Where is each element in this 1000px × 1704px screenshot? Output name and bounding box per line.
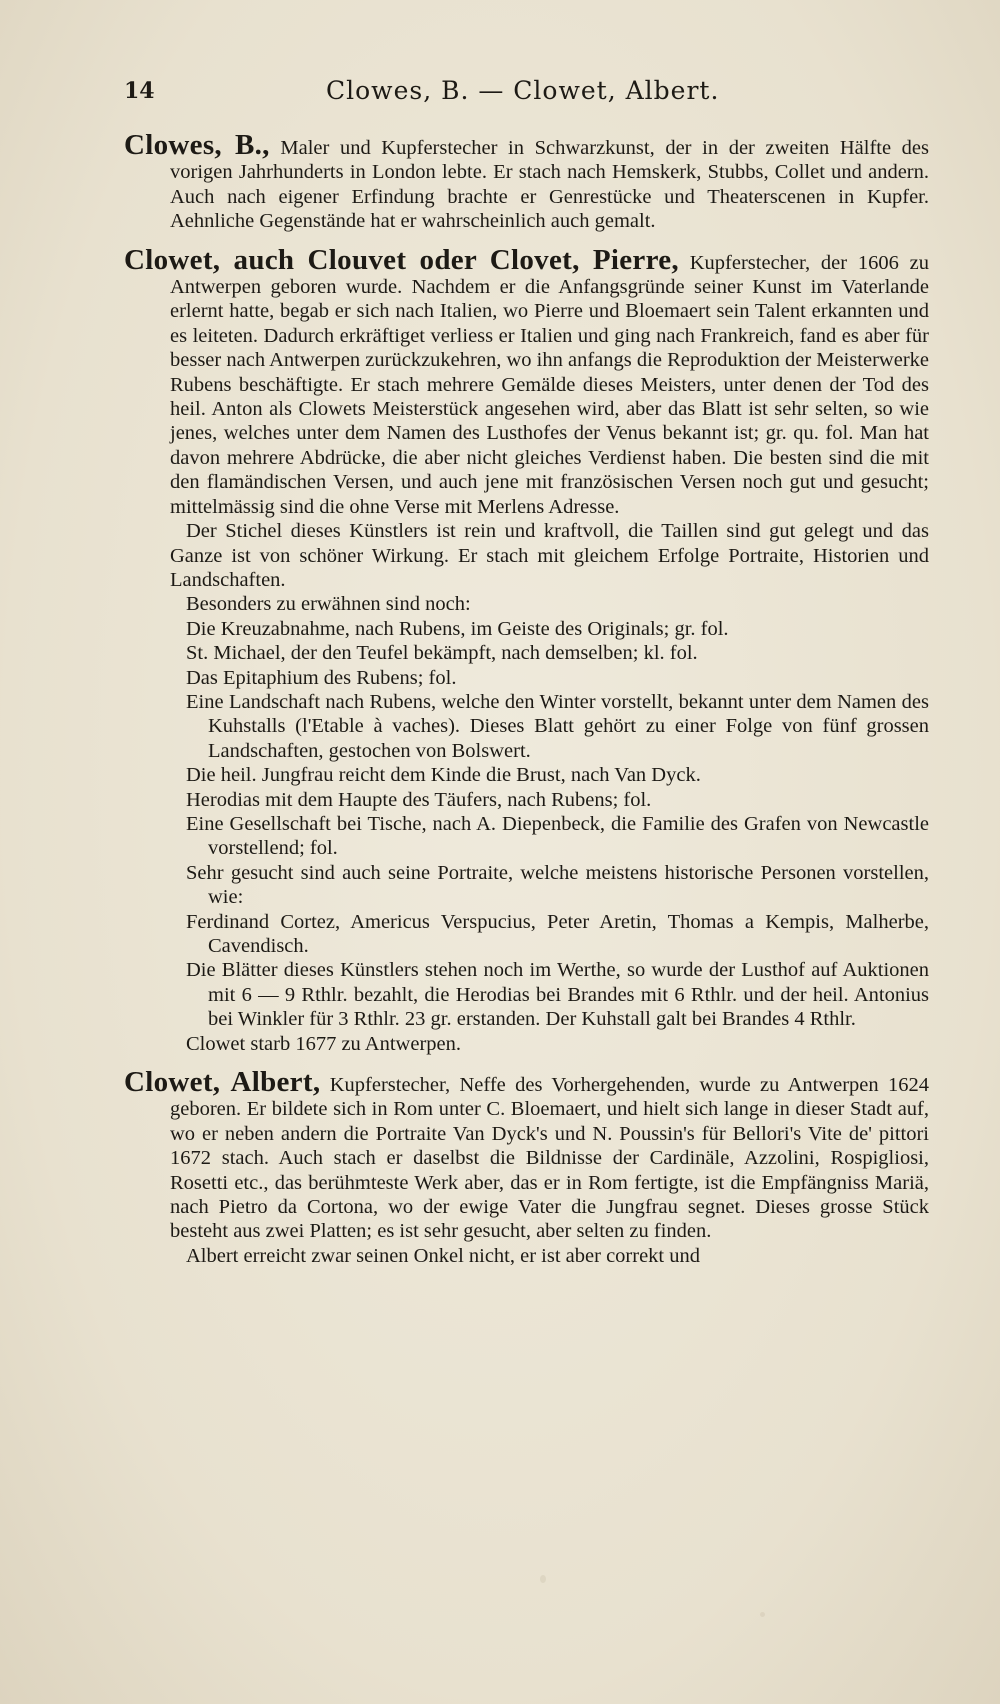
entry-paragraph bbox=[124, 1066, 929, 1244]
work-item: Eine Landschaft nach Rubens, welche den Winter vorstellt, bekannt unter dem Namen des Kuhstalls (l'Etable à vaches). Dieses Blatt gehört zu einer Folge von fünf grossen Landschaften, gestochen von Bolswert. bbox=[186, 690, 929, 762]
entry-text: Maler und Kupferstecher in Schwarzkunst, der in der zweiten Hälfte des vorigen Jahrhunderts in London lebte. Er stach nach Hemskerk, Stubbs, Collet und andern. Auch nach eigener Erfindung brachte er Genrestücke und Theaterscenen in Kupfer. Aehnliche Gegenstände hat er wahrscheinlich auch gemalt. bbox=[170, 137, 930, 233]
entry-clowet-albert bbox=[124, 1066, 929, 1268]
portraits-intro: Sehr gesucht sind auch seine Portraite, welche meistens historische Personen vorstellen, wie: bbox=[186, 861, 929, 909]
entry-paragraph: Der Stichel dieses Künstlers ist rein und kraftvoll, die Taillen sind gut gelegt und das Ganze ist von schöner Wirkung. Er stach mit gleichem Erfolge Portraite, Historien und Landschaften. bbox=[170, 520, 929, 591]
entry-paragraph bbox=[124, 129, 930, 234]
entry-paragraph: Albert erreicht zwar seinen Onkel nicht, er ist aber correkt und bbox=[186, 1244, 700, 1267]
work-item: St. Michael, der den Teufel bekämpft, nach demselben; kl. fol. bbox=[186, 642, 698, 665]
headword: Clowet, Albert, bbox=[124, 1066, 321, 1099]
work-item: Die heil. Jungfrau reicht dem Kinde die Brust, nach Van Dyck. bbox=[186, 764, 701, 787]
entry-clowes bbox=[124, 129, 930, 234]
page-number: 14 bbox=[124, 78, 155, 104]
entry-text: Kupferstecher, der 1606 zu Antwerpen geboren wurde. Nachdem er die Anfangsgründe seiner Kunst im Vaterlande erlernt hatte, begab er sich nach Italien, wo Pierre und Bloemaert sein Talent erkannten und es leiteten. Dadurch erkräftiget verliess er Italien und ging nach Frankreich, fand es aber für besser nach Antwerpen zurückzukehren, wo ihn anfangs die Reproduktion der Meisterwerke Rubens beschäftigte. Er stach mehrere Gemälde dieses Meisters, unter denen der Tod des heil. Anton als Clowets Meisterstück angesehen wird, aber das Blatt ist sehr selten, so wie jenes, welches unter dem Namen des Lusthofes der Venus bekannt ist; gr. qu. fol. Man hat davon mehrere Abdrücke, die aber nicht gleiches Verdienst haben. Die besten sind die mit den flamändischen Versen, und auch jene mit französischen Versen noch gut und gesucht; mittelmässig sind die ohne Verse mit Merlens Adresse. bbox=[170, 251, 930, 518]
page-header bbox=[124, 78, 924, 118]
paper-spot bbox=[760, 1612, 765, 1617]
entry-text: Kupferstecher, Neffe des Vorhergehenden, wurde zu Antwerpen 1624 geboren. Er bildete sich in Rom unter C. Bloemaert, und hielt sich lange in dieser Stadt auf, wo er neben andern die Portraite Van Dyck's und N. Poussin's für Bellori's Vite de' pittori 1672 stach. Auch stach er daselbst die Bildnisse der Cardinäle, Azzolini, Rospigliosi, Rosetti etc., das berühmteste Werk aber, das er in Rom fertigte, ist die Empfängniss Mariä, nach Pietro da Cortona, wo der ewige Vater die Jungfrau segnet. Dieses grosse Stück besteht aus zwei Platten; es ist sehr gesucht, aber selten zu finden. bbox=[170, 1074, 929, 1243]
paper-spot bbox=[540, 1575, 546, 1583]
death-note: Clowet starb 1677 zu Antwerpen. bbox=[186, 1032, 461, 1055]
page-body bbox=[124, 129, 930, 1282]
headword: Clowes, B., bbox=[124, 129, 270, 161]
work-item: Eine Gesellschaft bei Tische, nach A. Diepenbeck, die Familie des Grafen von Newcastle vorstellend; fol. bbox=[186, 812, 929, 860]
entry-paragraph bbox=[124, 243, 930, 519]
entry-clowet-pierre bbox=[124, 243, 930, 1056]
works-intro: Besonders zu erwähnen sind noch: bbox=[186, 593, 471, 616]
prices-paragraph: Die Blätter dieses Künstlers stehen noch im Werthe, so wurde der Lusthof auf Auktionen mit 6 — 9 Rthlr. bezahlt, die Herodias bei Brandes mit 6 Rthlr. und der heil. Antonius bei Winkler für 3 Rthlr. 23 gr. erstanden. Der Kuhstall galt bei Brandes 4 Rthlr. bbox=[186, 959, 929, 1031]
running-head: Clowes, B. — Clowet, Albert. bbox=[326, 76, 720, 105]
work-item: Die Kreuzabnahme, nach Rubens, im Geiste des Originals; gr. fol. bbox=[186, 617, 729, 640]
headword: Clowet, auch Clouvet oder Clovet, Pierre, bbox=[124, 243, 679, 276]
work-item: Herodias mit dem Haupte des Täufers, nach Rubens; fol. bbox=[186, 788, 652, 811]
work-item: Das Epitaphium des Rubens; fol. bbox=[186, 666, 457, 689]
portraits-list: Ferdinand Cortez, Americus Verspucius, Peter Aretin, Thomas a Kempis, Malherbe, Cavendisch. bbox=[186, 910, 929, 957]
